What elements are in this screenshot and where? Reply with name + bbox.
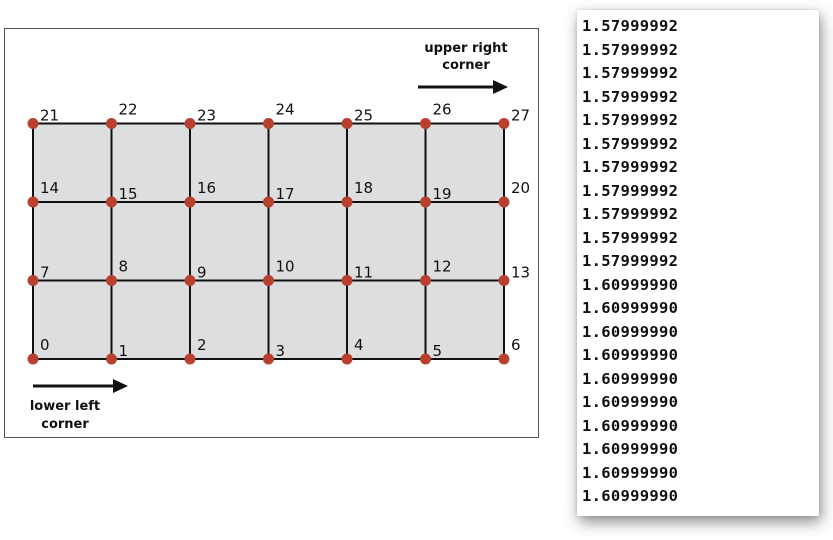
- mesh-diagram: [5, 29, 540, 439]
- upper-right-label: corner: [442, 58, 490, 73]
- mesh-node: [499, 275, 510, 286]
- mesh-node: [342, 118, 353, 129]
- mesh-node: [263, 275, 274, 286]
- mesh-node: [185, 354, 196, 365]
- node-label: 4: [354, 336, 364, 354]
- mesh-node: [106, 354, 117, 365]
- node-label: 23: [197, 106, 217, 125]
- value-row: 1.57999992: [582, 158, 679, 176]
- mesh-node: [499, 354, 510, 365]
- node-label: 6: [511, 336, 521, 354]
- values-list: [577, 10, 819, 509]
- value-row: 1.60999990: [582, 369, 679, 388]
- value-row: 1.57999992: [582, 228, 679, 247]
- node-label: 16: [197, 179, 217, 197]
- node-label: 10: [275, 257, 295, 276]
- node-label: 0: [40, 336, 50, 354]
- node-label: 17: [275, 185, 295, 203]
- values-output-panel: [577, 10, 819, 516]
- lower-left-label: corner: [41, 417, 89, 432]
- mesh-node: [28, 197, 39, 208]
- mesh-node: [420, 197, 431, 208]
- node-label: 11: [354, 263, 374, 282]
- mesh-node: [106, 197, 117, 208]
- mesh-node: [342, 275, 353, 286]
- node-label: 19: [432, 185, 452, 203]
- mesh-node: [28, 118, 39, 129]
- node-label: 25: [354, 106, 374, 125]
- mesh-node: [420, 275, 431, 286]
- value-row: 1.60999990: [582, 322, 679, 341]
- mesh-node: [106, 275, 117, 286]
- value-row: 1.57999992: [582, 40, 679, 59]
- node-label: 12: [432, 257, 452, 276]
- arrow-right-icon: [493, 80, 508, 94]
- value-row: 1.60999990: [582, 275, 679, 294]
- mesh-node: [185, 118, 196, 129]
- value-row: 1.60999990: [582, 393, 679, 411]
- node-label: 13: [511, 263, 531, 282]
- mesh-node: [263, 197, 274, 208]
- node-label: 22: [118, 100, 138, 119]
- mesh-node: [342, 354, 353, 365]
- node-label: 1: [118, 342, 129, 360]
- value-row: 1.57999992: [582, 134, 679, 153]
- mesh-node: [263, 354, 274, 365]
- mesh-node: [420, 354, 431, 365]
- node-label: 5: [432, 342, 443, 360]
- node-label: 21: [40, 106, 60, 125]
- node-label: 20: [511, 179, 531, 197]
- value-row: 1.57999992: [582, 252, 679, 270]
- value-row: 1.57999992: [582, 181, 679, 200]
- value-row: 1.60999990: [582, 299, 679, 317]
- upper-right-label: upper right: [424, 41, 508, 56]
- mesh-node: [106, 118, 117, 129]
- value-row: 1.57999992: [582, 17, 679, 35]
- mesh-node: [185, 275, 196, 286]
- mesh-node: [185, 197, 196, 208]
- value-row: 1.57999992: [582, 87, 679, 106]
- node-label: 27: [511, 106, 531, 125]
- node-label: 26: [432, 100, 452, 119]
- value-row: 1.60999990: [582, 346, 679, 364]
- node-label: 24: [275, 100, 295, 119]
- node-label: 18: [354, 179, 374, 197]
- mesh-diagram-panel: [4, 28, 539, 438]
- node-label: 2: [197, 336, 207, 354]
- mesh-node: [342, 197, 353, 208]
- value-row: 1.57999992: [582, 111, 679, 129]
- mesh-node: [28, 354, 39, 365]
- value-row: 1.60999990: [582, 416, 679, 435]
- node-label: 14: [40, 179, 60, 197]
- mesh-node: [263, 118, 274, 129]
- value-row: 1.60999990: [582, 463, 679, 482]
- node-label: 8: [118, 257, 129, 276]
- mesh-node: [499, 197, 510, 208]
- mesh-node: [28, 275, 39, 286]
- node-label: 3: [275, 342, 286, 360]
- arrow-right-icon: [113, 379, 128, 393]
- mesh-node: [499, 118, 510, 129]
- value-row: 1.57999992: [582, 64, 679, 82]
- node-label: 15: [118, 185, 138, 203]
- mesh-node: [420, 118, 431, 129]
- value-row: 1.57999992: [582, 205, 679, 223]
- value-row: 1.60999990: [582, 440, 679, 458]
- node-label: 7: [40, 263, 50, 282]
- node-label: 9: [197, 263, 207, 282]
- lower-left-label: lower left: [29, 399, 101, 414]
- value-row: 1.60999990: [582, 487, 679, 505]
